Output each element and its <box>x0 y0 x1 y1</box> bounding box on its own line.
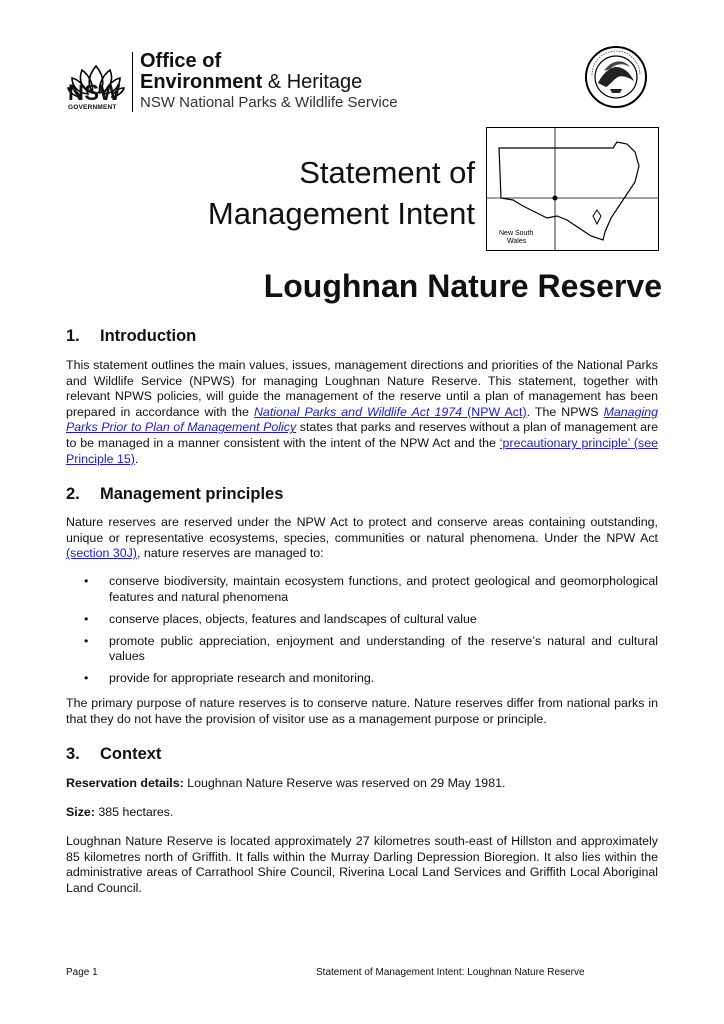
section-heading-context <box>66 745 161 764</box>
reserve-size: Size: 385 hectares. <box>66 805 174 819</box>
government-label: GOVERNMENT <box>68 104 117 111</box>
title-line-1: Statement of <box>299 155 475 190</box>
context-paragraph: Loughnan Nature Reserve is located approximately 27 kilometres south-east of Hillston and approximately 85 kilometres north of Griffith. It falls within the Murray Darling Depression Bioregion. It also lies within the administrative areas of Carrathool Shire Council, Riverina Local Land Services and Griffith Local Aboriginal Land Council. <box>66 834 658 895</box>
page-header <box>66 40 666 120</box>
list-item: • conserve biodiversity, maintain ecosystem functions, and protect geological and geomorphological features and natural phenomena <box>82 574 658 605</box>
management-principles-list <box>82 574 658 694</box>
nsw-wordmark: NSW <box>68 80 121 105</box>
introduction-paragraph: This statement outlines the main values, issues, management directions and priorities of the National Parks and Wildlife Service (NPWS) for managing Loughnan Nature Reserve. This statement, together with relevant NPWS policies, will guide the management of the reserve until a plan of management has been prepared in accordance with the National Parks and Wildlife Act 1974 (NPW Act). The NPWS Managing Parks Prior to Plan of Management Policy states that parks and reserves without a plan of management are to be managed in a manner consistent with the intent of the NPW Act and the ‘precautionary principle’ (see Principle 15). <box>66 358 658 466</box>
title-line-2: Management Intent <box>207 196 475 231</box>
management-principles-paragraph: Nature reserves are reserved under the NPW Act to protect and conserve areas containing outstanding, unique or representative ecosystems, species, communities or natural phenomena. Under the NPW Act (section 30J), nature reserves are managed to: <box>66 515 658 561</box>
section-heading-management-principles <box>66 485 283 504</box>
npw-act-link[interactable]: National Parks and Wildlife Act 1974 (NPW Act) <box>253 404 527 419</box>
reserve-size-label: Size: <box>66 805 95 819</box>
nsw-outline-map <box>487 128 658 250</box>
list-item: • provide for appropriate research and monitoring. <box>82 671 658 687</box>
reserve-name-heading: Loughnan Nature Reserve <box>263 268 662 304</box>
precautionary-principle-link[interactable]: ‘precautionary principle’ (see Principle 15) <box>66 435 658 466</box>
list-item: • promote public appreciation, enjoyment and understanding of the reserve’s natural and cultural values <box>82 634 658 665</box>
npws-emblem-icon <box>584 45 648 109</box>
section-title: Introduction <box>100 327 197 345</box>
section-number: 2. <box>66 485 80 503</box>
logo-divider <box>132 52 133 112</box>
section-number: 3. <box>66 745 80 763</box>
management-principles-closing: The primary purpose of nature reserves is to conserve nature. Nature reserves differ from national parks in that they do not have the provision of visitor use as a management purpose or principle. <box>66 696 658 726</box>
org-name-heritage: & Heritage <box>262 71 363 93</box>
footer-document-title: Statement of Management Intent: Loughnan Nature Reserve <box>316 967 585 978</box>
section-heading-introduction <box>66 327 196 346</box>
nsw-location-map <box>486 127 659 251</box>
reservation-details-label: Reservation details: <box>66 776 184 790</box>
map-label-line1: New South <box>499 230 534 237</box>
list-item: • conserve places, objects, features and landscapes of cultural value <box>82 612 658 628</box>
reserve-location-dot <box>553 196 558 201</box>
org-name-environment: Environment <box>140 71 263 93</box>
section-title: Management principles <box>100 485 284 503</box>
org-name-line1: Office of <box>140 50 222 72</box>
org-name-line2 <box>140 71 362 93</box>
section-number: 1. <box>66 327 80 345</box>
reservation-details: Reservation details: Loughnan Nature Reserve was reserved on 29 May 1981. <box>66 776 506 790</box>
section-30j-link[interactable]: (section 30J) <box>66 546 137 561</box>
section-title: Context <box>100 745 162 763</box>
map-label-line2: Wales <box>507 238 527 245</box>
page-number: Page 1 <box>66 967 98 978</box>
org-name-line3: NSW National Parks & Wildlife Service <box>140 94 398 111</box>
managing-parks-policy-link[interactable]: Managing Parks Prior to Plan of Management Policy <box>66 404 658 435</box>
document-type-title <box>150 152 475 234</box>
